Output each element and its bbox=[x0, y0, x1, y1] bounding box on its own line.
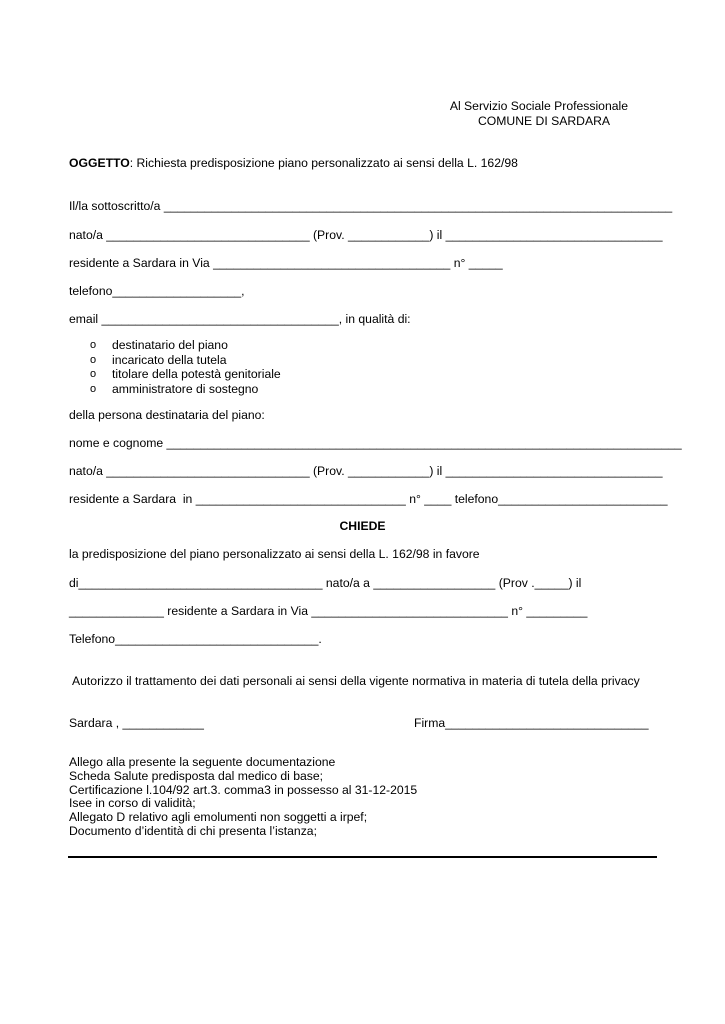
beneficiary-line-2-field[interactable]: ______________ residente a Sardara in Via _____________________________ n° _________ bbox=[69, 604, 588, 618]
applicant-residence-field[interactable]: residente a Sardara in Via ___________________________________ n° _____ bbox=[69, 256, 503, 270]
role-option[interactable] bbox=[90, 338, 281, 353]
bottom-divider bbox=[68, 856, 657, 858]
applicant-name-field[interactable]: Il/la sottoscritto/a ___________________________________________________________________________ bbox=[69, 199, 673, 213]
recipient-name-field[interactable]: nome e cognome ____________________________________________________________________________ bbox=[69, 436, 682, 450]
recipient-intro: della persona destinataria del piano: bbox=[69, 408, 265, 422]
attachment-item: Certificazione l.104/92 art.3. comma3 in possesso al 31-12-2015 bbox=[69, 782, 418, 797]
subject-label: OGGETTO bbox=[69, 156, 130, 170]
subject-line bbox=[69, 156, 518, 170]
checkbox-circle-icon[interactable]: o bbox=[90, 368, 97, 380]
recipient-residence-field[interactable]: residente a Sardara in _______________________________ n° ____ telefono_________________________ bbox=[69, 492, 668, 506]
attachment-item: Scheda Salute predisposta dal medico di base; bbox=[69, 768, 324, 783]
request-text: la predisposizione del piano personalizzato ai sensi della L. 162/98 in favore bbox=[69, 547, 480, 561]
subject-text: : Richiesta predisposizione piano personalizzato ai sensi della L. 162/98 bbox=[129, 156, 518, 170]
role-options-list bbox=[90, 338, 281, 396]
role-option[interactable] bbox=[90, 367, 281, 382]
request-heading: CHIEDE bbox=[339, 519, 386, 533]
checkbox-circle-icon[interactable]: o bbox=[90, 382, 97, 395]
addressee-line-1: Al Servizio Sociale Professionale bbox=[449, 99, 628, 113]
attachment-item: Documento d’identità di chi presenta l’istanza; bbox=[69, 823, 317, 838]
role-option-label: destinatario del piano bbox=[112, 338, 228, 352]
role-option[interactable] bbox=[90, 382, 281, 397]
role-option-label: titolare della potestà genitoriale bbox=[112, 367, 281, 381]
privacy-consent: Autorizzo il trattamento dei dati personali ai sensi della vigente normativa in materia di tutela della privacy bbox=[72, 674, 640, 688]
role-option-label: incaricato della tutela bbox=[112, 352, 227, 367]
attachment-item: Allegato D relativo agli emolumenti non soggetti a irpef; bbox=[69, 810, 368, 825]
recipient-birth-field[interactable]: nato/a ______________________________ (Prov. ____________) il ________________________________ bbox=[69, 464, 663, 478]
addressee-line-2: COMUNE DI SARDARA bbox=[477, 114, 611, 128]
attachment-item: Isee in corso di validità; bbox=[69, 796, 196, 811]
applicant-phone-field[interactable]: telefono___________________, bbox=[69, 284, 245, 298]
role-option[interactable] bbox=[90, 353, 281, 368]
beneficiary-phone-field[interactable]: Telefono______________________________. bbox=[69, 632, 322, 646]
role-option-label: amministratore di sostegno bbox=[112, 381, 259, 396]
attachments-list bbox=[69, 756, 417, 839]
place-date-field[interactable]: Sardara , ____________ bbox=[69, 716, 204, 730]
checkbox-circle-icon[interactable]: o bbox=[90, 353, 97, 366]
applicant-birth-field[interactable]: nato/a ______________________________ (Prov. ____________) il ________________________________ bbox=[69, 228, 663, 242]
attachments-intro: Allego alla presente la seguente documentazione bbox=[69, 755, 336, 769]
applicant-email-field[interactable]: email ___________________________________, in qualità di: bbox=[69, 312, 411, 326]
checkbox-circle-icon[interactable]: o bbox=[90, 339, 97, 351]
beneficiary-line-1-field[interactable]: di____________________________________ nato/a a __________________ (Prov ._____) il bbox=[69, 576, 582, 590]
signature-field[interactable]: Firma______________________________ bbox=[414, 716, 649, 730]
